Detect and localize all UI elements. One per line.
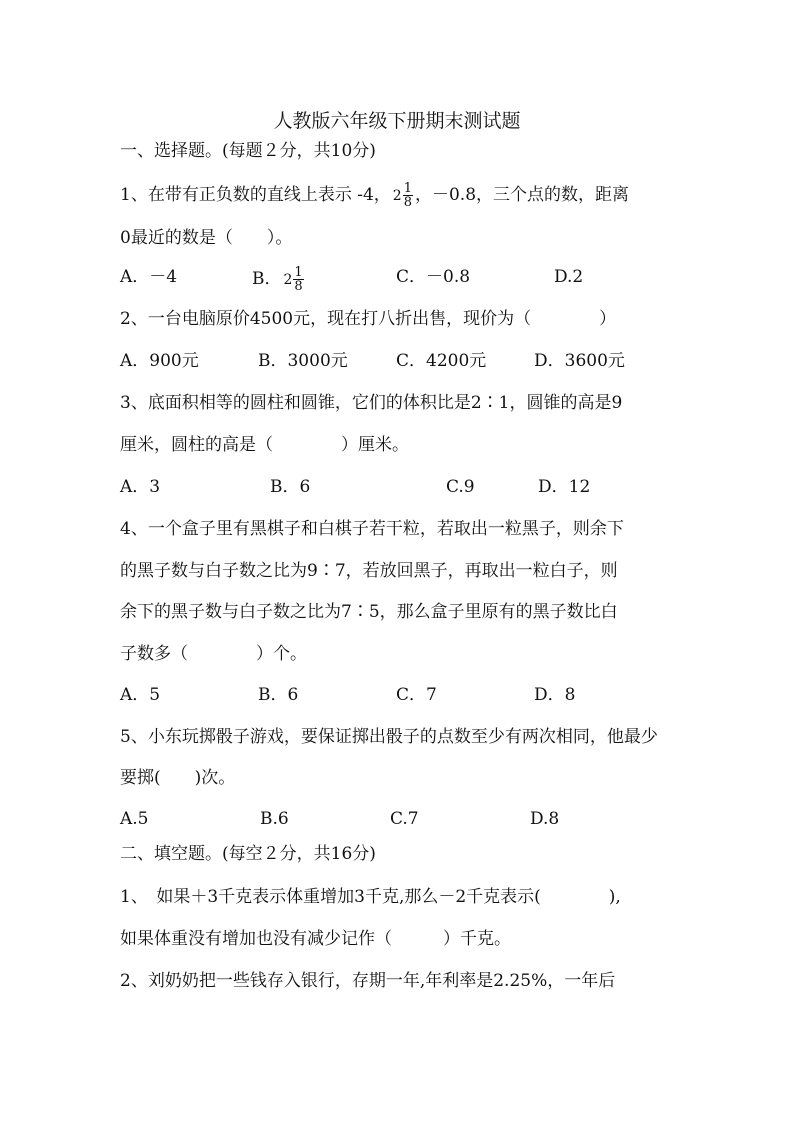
question-5-line-2: 要掷( )次。 bbox=[120, 768, 236, 788]
question-5-line-1: 5、小东玩掷骰子游戏，要保证掷出骰子的点数至少有两次相同，他最少 bbox=[120, 727, 658, 747]
question-4-line-2: 的黑子数与白子数之比为9∶7，若放回黑子，再取出一粒白子，则 bbox=[120, 561, 618, 581]
option-d: D．8 bbox=[534, 685, 576, 705]
question-1-line-1 bbox=[120, 182, 629, 209]
option-c: C．4200元 bbox=[396, 351, 487, 371]
fill-question-1-line-1: 1、 如果＋3千克表示体重增加3千克,那么－2千克表示( ), bbox=[120, 887, 621, 907]
mixed-fraction bbox=[393, 182, 413, 209]
fraction-numerator: 1 bbox=[403, 181, 412, 196]
option-a: A．3 bbox=[120, 477, 161, 497]
option-b: B．6 bbox=[258, 685, 299, 705]
question-1-text-b: ，－0.8，三个点的数，距离 bbox=[414, 185, 630, 205]
fill-question-2-line-1: 2、刘奶奶把一些钱存入银行，存期一年,年利率是2.25%，一年后 bbox=[120, 971, 616, 991]
option-a: A．900元 bbox=[120, 351, 199, 371]
page-title: 人教版六年级下册期末测试题 bbox=[273, 110, 521, 132]
option-d: D.2 bbox=[554, 267, 584, 287]
fill-question-1-line-2: 如果体重没有增加也没有减少记作（ ）千克。 bbox=[120, 929, 511, 949]
mixed-fraction: 2 $\frac{1}{8}$ bbox=[283, 265, 303, 294]
option-d: D．12 bbox=[538, 477, 591, 497]
question-1-text-a: 1、在带有正负数的直线上表示 -4， bbox=[120, 185, 391, 205]
option-d: D.8 bbox=[530, 809, 560, 829]
option-d: D．3600元 bbox=[534, 351, 625, 371]
option-b: B．3000元 bbox=[258, 351, 348, 371]
option-c: C.9 bbox=[446, 477, 475, 497]
question-4-line-3: 余下的黑子数与白子数之比为7∶5，那么盒子里原有的黑子数比白 bbox=[120, 602, 618, 622]
option-c: C．－0.8 bbox=[396, 267, 471, 287]
question-4-line-4: 子数多（ ）个。 bbox=[120, 644, 307, 664]
option-a: A.5 bbox=[120, 809, 149, 829]
fraction-denominator: 8 bbox=[403, 195, 412, 210]
question-1-line-2: 0最近的数是（ ）。 bbox=[120, 228, 293, 248]
question-4-line-1: 4、一个盒子里有黑棋子和白棋子若干粒，若取出一粒黑子，则余下 bbox=[120, 519, 624, 539]
option-c: C．7 bbox=[396, 685, 437, 705]
option-b: B． 2 $\frac{1}{8}$ bbox=[252, 265, 303, 294]
option-b: B.6 bbox=[260, 809, 289, 829]
question-3-line-2: 厘米，圆柱的高是（ ）厘米。 bbox=[120, 435, 409, 455]
option-b: B．6 bbox=[270, 477, 311, 497]
question-2-line-1: 2、一台电脑原价4500元，现在打八折出售，现价为（ ） bbox=[120, 309, 617, 329]
option-a: A．5 bbox=[120, 685, 161, 705]
question-3-line-1: 3、底面积相等的圆柱和圆锥，它们的体积比是2∶1，圆锥的高是9 bbox=[120, 393, 623, 413]
fraction-whole: 2 bbox=[392, 187, 402, 204]
section-heading-fill: 二、填空题。(每空２分，共16分) bbox=[120, 844, 376, 864]
section-heading-choice: 一、选择题。(每题２分，共10分) bbox=[120, 141, 376, 161]
option-c: C.7 bbox=[390, 809, 419, 829]
option-a: A．－4 bbox=[120, 267, 178, 287]
